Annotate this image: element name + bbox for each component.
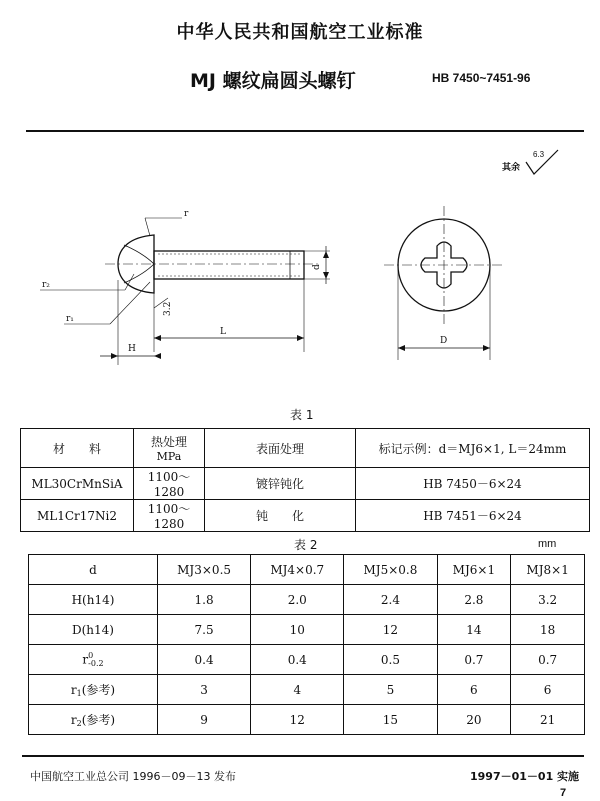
table2-cell: 7.5 <box>158 615 251 645</box>
table2-row-label: D(h14) <box>29 615 158 645</box>
table2-row-label-suffix: (参考) <box>81 683 116 697</box>
label-r1: r₁ <box>66 314 74 324</box>
table2-row-label-main: r <box>82 652 89 666</box>
table1-cell-marking: HB 7450－6×24 <box>356 468 590 500</box>
table1-header-heat-label: 热处理 <box>150 435 187 449</box>
standard-org-heading: 中华人民共和国航空工业标准 <box>176 22 424 43</box>
table2-header-mj5: MJ5×0.8 <box>344 555 437 585</box>
label-angle: 3.2 <box>163 301 173 316</box>
table2-caption: 表 2 <box>294 538 318 552</box>
table2-row-label <box>29 645 158 675</box>
table2-header-mj3: MJ3×0.5 <box>158 555 251 585</box>
table2-row-label-main: r <box>70 683 77 697</box>
table1-cell-material: ML1Cr17Ni2 <box>21 500 134 532</box>
header-divider <box>26 130 584 132</box>
table2 <box>28 554 585 735</box>
table2-cell: 12 <box>344 615 437 645</box>
table1-header-marking: 标记示例：d＝MJ6×1, L＝24mm <box>356 429 590 468</box>
table2-cell: 12 <box>251 705 344 735</box>
table-row <box>21 500 590 532</box>
table2-cell: 2.4 <box>344 585 437 615</box>
footer-divider <box>22 755 584 757</box>
issued-date: 中国航空工业总公司 1996－09－13 发布 <box>30 770 236 783</box>
table-row <box>29 645 585 675</box>
table1-header-surface: 表面处理 <box>205 429 356 468</box>
table2-cell: 5 <box>344 675 437 705</box>
table2-header-d: d <box>29 555 158 585</box>
table2-cell: 9 <box>158 705 251 735</box>
table2-row-label <box>29 675 158 705</box>
table2-row-label: H(h14) <box>29 585 158 615</box>
label-L: L <box>220 327 226 337</box>
table2-row-label-sub: 2 <box>76 719 82 728</box>
standard-code: HB 7450~7451-96 <box>432 71 531 85</box>
document-title: MJ 螺纹扁圆头螺钉 <box>190 70 356 92</box>
table1-cell-surface: 镀锌钝化 <box>205 468 356 500</box>
table2-header-mj8: MJ8×1 <box>511 555 585 585</box>
table2-cell: 14 <box>437 615 511 645</box>
label-r2: r₂ <box>42 280 50 290</box>
table2-cell: 10 <box>251 615 344 645</box>
table2-cell: 2.8 <box>437 585 511 615</box>
table1-caption: 表 1 <box>290 408 314 422</box>
screw-drawing <box>0 140 600 380</box>
table1 <box>20 428 590 532</box>
table-row <box>29 705 585 735</box>
table-row <box>29 675 585 705</box>
table1-cell-material: ML30CrMnSiA <box>21 468 134 500</box>
implemented-date: 1997－01－01 实施 <box>470 770 580 783</box>
table2-row-label-suffix: (参考) <box>81 713 116 727</box>
table2-cell: 1.8 <box>158 585 251 615</box>
label-H: H <box>128 344 136 354</box>
table1-header-material: 材 料 <box>21 429 134 468</box>
table2-header-row <box>29 555 585 585</box>
table2-row-label-tolerance <box>88 652 103 668</box>
table2-cell: 0.7 <box>437 645 511 675</box>
tolerance-lower: -0.2 <box>88 658 104 668</box>
table2-cell: 6 <box>511 675 585 705</box>
table-row <box>21 468 590 500</box>
page-number: 7 <box>560 787 567 799</box>
table2-row-label-main: r <box>70 713 77 727</box>
table2-header-mj4: MJ4×0.7 <box>251 555 344 585</box>
table2-row-label <box>29 705 158 735</box>
table2-cell: 2.0 <box>251 585 344 615</box>
table2-cell: 4 <box>251 675 344 705</box>
table2-cell: 20 <box>437 705 511 735</box>
table2-cell: 0.4 <box>158 645 251 675</box>
table2-cell: 3 <box>158 675 251 705</box>
table2-header-mj6: MJ6×1 <box>437 555 511 585</box>
table2-cell: 18 <box>511 615 585 645</box>
label-D: D <box>440 336 448 346</box>
table1-cell-surface: 钝 化 <box>205 500 356 532</box>
label-d: d <box>312 264 322 270</box>
roughness-value: 6.3 <box>533 150 545 159</box>
label-r: r <box>184 209 189 219</box>
table-row <box>29 615 585 645</box>
table1-cell-marking: HB 7451－6×24 <box>356 500 590 532</box>
table1-header-heat <box>134 429 205 468</box>
table1-cell-heat: 1100～1280 <box>134 500 205 532</box>
table2-row-label-sub: 1 <box>76 689 82 698</box>
table2-cell: 3.2 <box>511 585 585 615</box>
table2-cell: 0.5 <box>344 645 437 675</box>
table2-unit: mm <box>538 538 557 550</box>
roughness-label: 其余 <box>502 163 521 173</box>
table2-cell: 6 <box>437 675 511 705</box>
table2-cell: 21 <box>511 705 585 735</box>
table2-cell: 0.7 <box>511 645 585 675</box>
tolerance-upper: 0 <box>88 650 94 660</box>
table1-header-row <box>21 429 590 468</box>
screw-shank <box>154 251 304 279</box>
table2-cell: 0.4 <box>251 645 344 675</box>
table-row <box>29 585 585 615</box>
table1-cell-heat: 1100～1280 <box>134 468 205 500</box>
table1-header-heat-unit: MPa <box>156 450 182 463</box>
table2-cell: 15 <box>344 705 437 735</box>
